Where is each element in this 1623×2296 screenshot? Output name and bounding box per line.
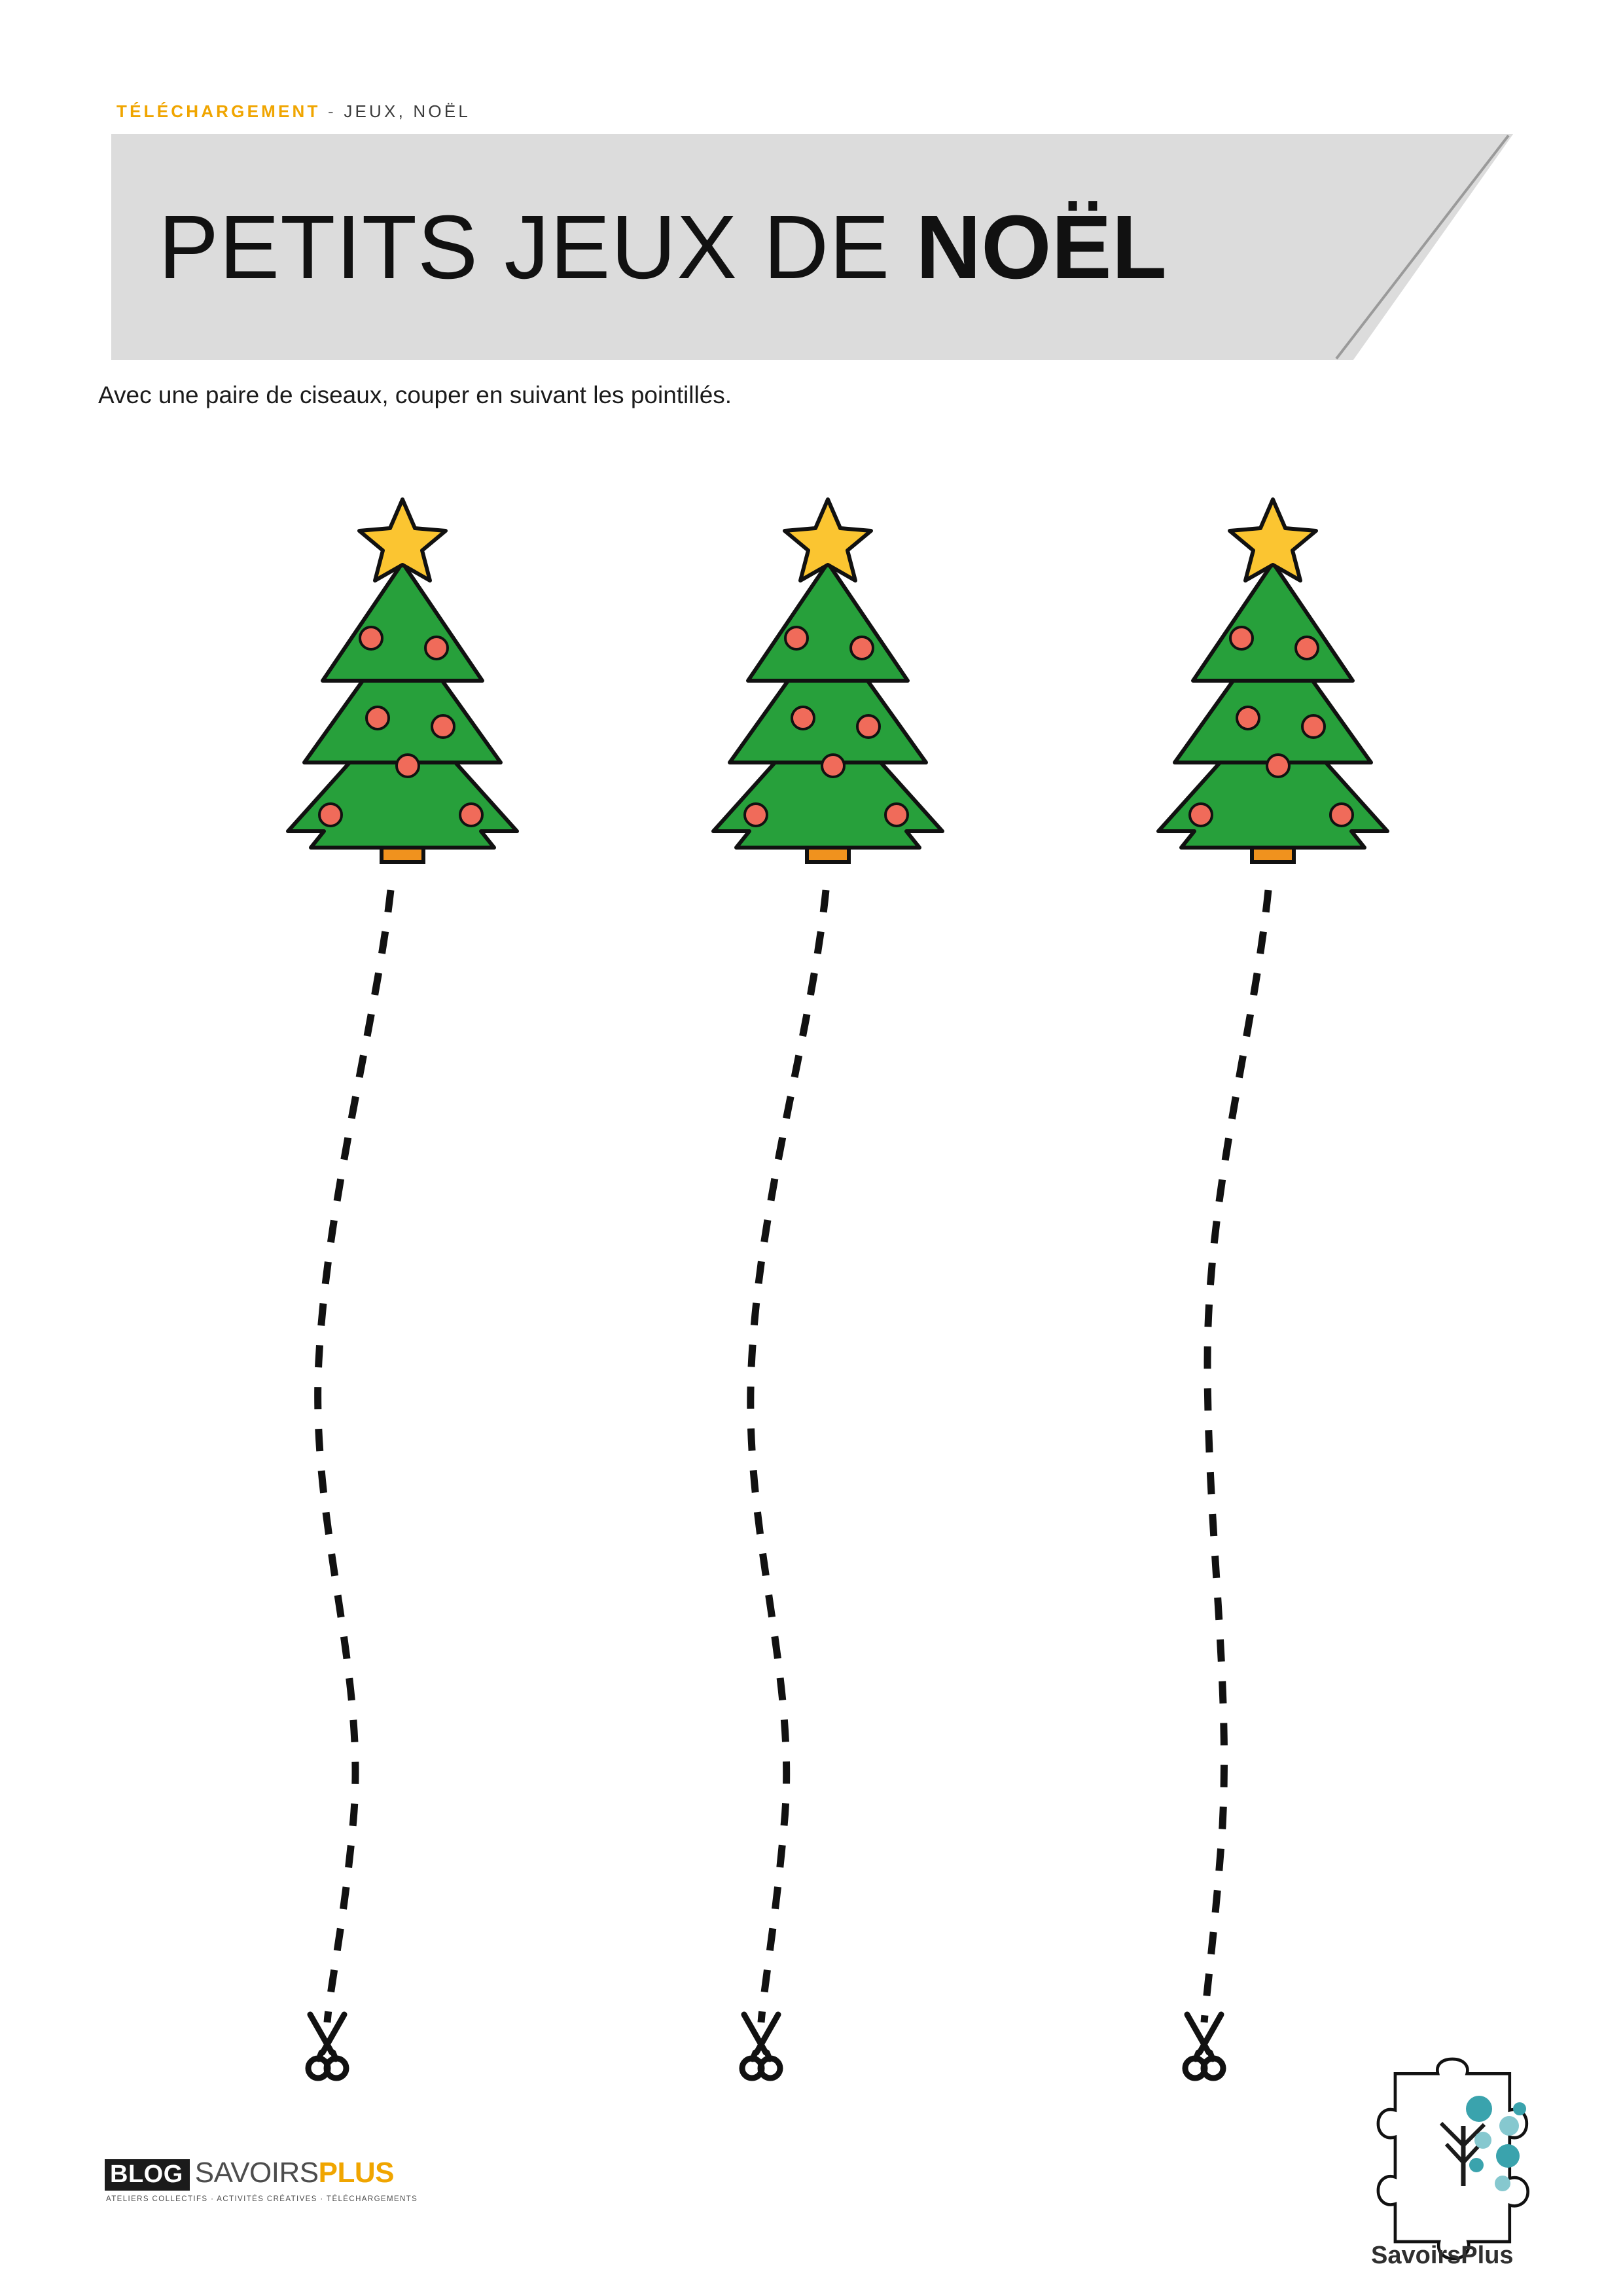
- dotted-cut-line-3: [1204, 890, 1268, 2022]
- kicker-separator: -: [328, 101, 336, 121]
- diagonal-slash-decoration: [1322, 134, 1512, 360]
- title-banner: [111, 134, 1513, 360]
- logo-tagline: ATELIERS COLLECTIFS · ACTIVITÉS CRÉATIVES · TÉLÉCHARGEMENTS: [106, 2195, 418, 2203]
- dotted-cut-line-1: [318, 890, 391, 2022]
- tree-illustration-1: [288, 499, 517, 862]
- instruction-text: Avec une paire de ciseaux, couper en suivant les pointillés.: [98, 382, 732, 408]
- site-logo: [105, 2157, 418, 2203]
- logo-blog-label: BLOG: [105, 2159, 190, 2191]
- badge-caption: SavoirsPlus: [1371, 2242, 1514, 2269]
- kicker-categories: JEUX, NOËL: [344, 101, 471, 121]
- kicker-download-label: TÉLÉCHARGEMENT: [116, 101, 321, 121]
- scissors-icon-1: [308, 2015, 346, 2078]
- scissors-icon-3: [1185, 2015, 1223, 2078]
- tree-illustration-2: [713, 499, 942, 862]
- tree-illustration-3: [1158, 499, 1387, 862]
- worksheet-area: [0, 458, 1623, 2094]
- page-title-bold: NOËL: [916, 196, 1167, 298]
- page-title: [158, 196, 1167, 298]
- logo-plus-label: PLUS: [318, 2157, 394, 2189]
- breadcrumb: [116, 101, 471, 122]
- logo-savoirs-label: SAVOIRS: [194, 2157, 319, 2189]
- scissors-icon-2: [742, 2015, 780, 2078]
- page-title-light: PETITS JEUX DE: [158, 196, 916, 298]
- dotted-cut-line-2: [751, 890, 826, 2022]
